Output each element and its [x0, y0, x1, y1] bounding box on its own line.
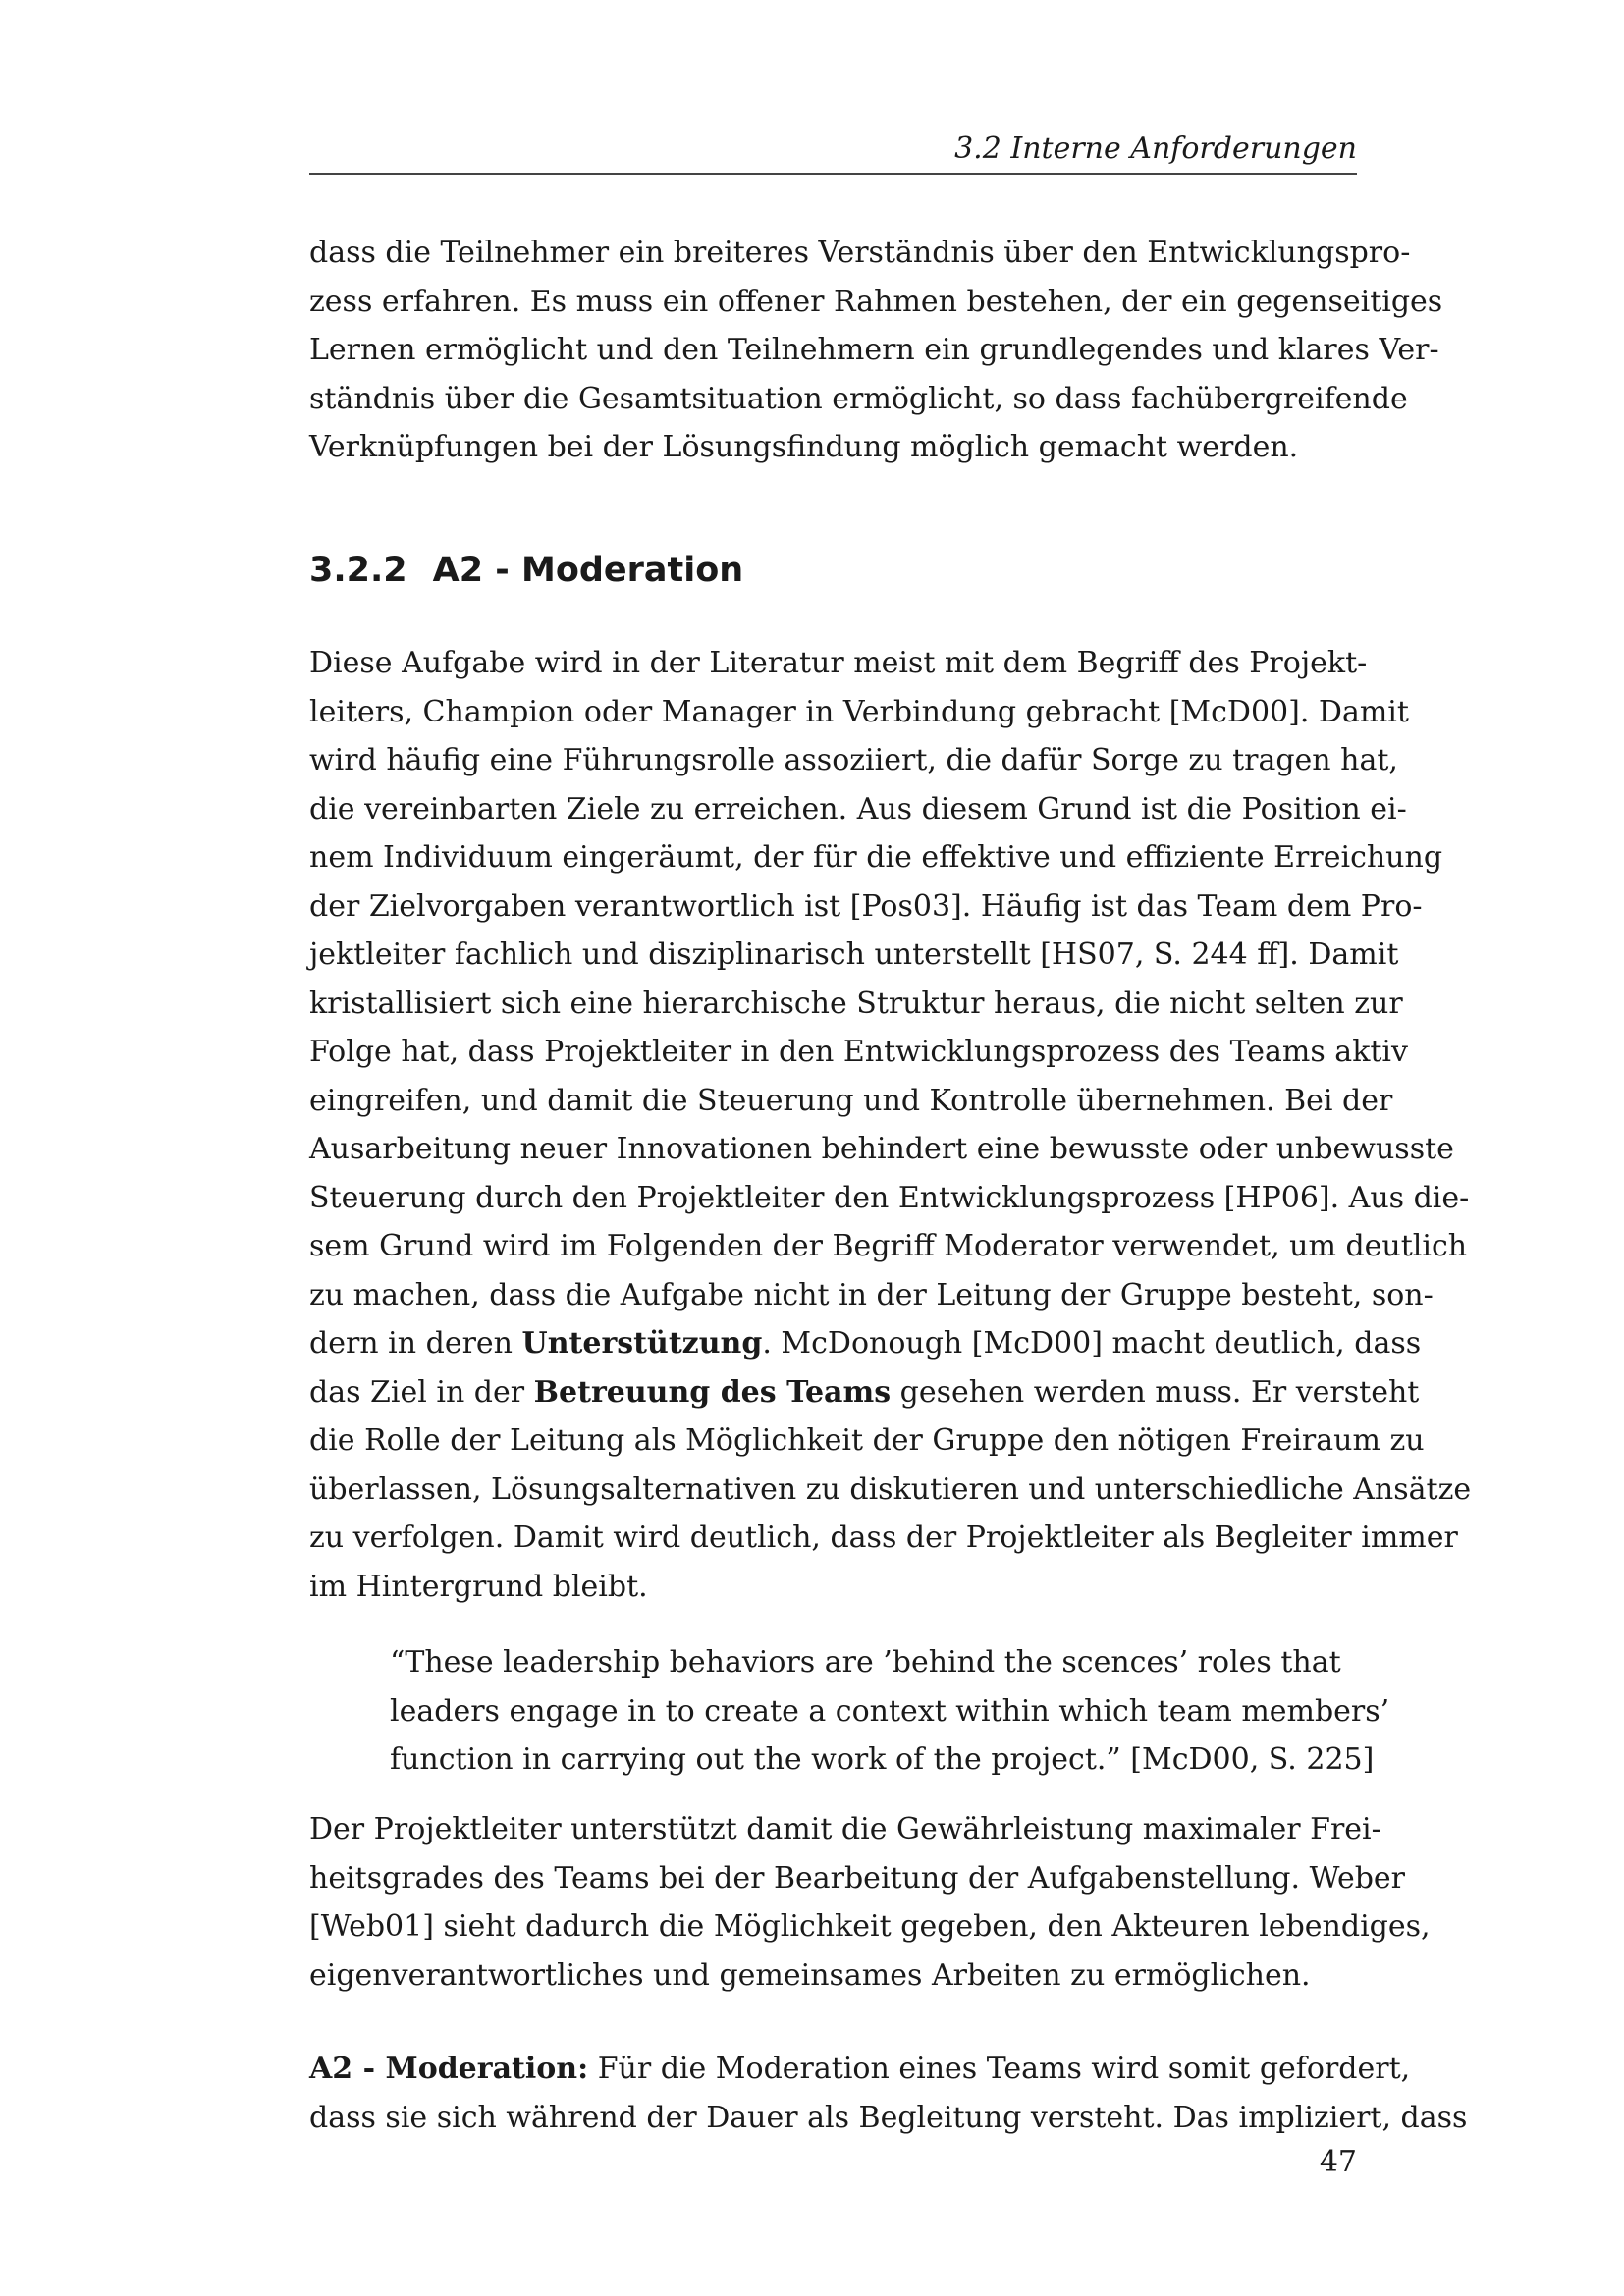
section-number: 3.2.2: [309, 551, 407, 590]
text-line: leiters, Champion oder Manager in Verbindung gebracht [McD00]. Damit: [309, 694, 1409, 729]
requirement-label: A2 - Moderation:: [309, 2052, 589, 2086]
text-line: die vereinbarten Ziele zu erreichen. Aus diesem Grund ist die Position ei-: [309, 791, 1407, 827]
header-rule: [309, 173, 1357, 175]
text-line: sem Grund wird im Folgenden der Begriff Moderator verwendet, um deutlich: [309, 1229, 1468, 1263]
text-line: zess erfahren. Es muss ein offener Rahmen bestehen, der ein gegenseitiges: [309, 284, 1443, 319]
emphasis-unterstuetzung: Unterstützung: [521, 1326, 763, 1361]
text-line: zu verfolgen. Damit wird deutlich, dass der Projektleiter als Begleiter immer: [309, 1521, 1458, 1555]
text-segment: . McDonough [McD00] macht deutlich, dass: [762, 1326, 1422, 1361]
paragraph-intro: [309, 229, 1443, 472]
paragraph-freedom: [309, 1805, 1431, 2000]
text-line: Steuerung durch den Projektleiter den Entwicklungsprozess [HP06]. Aus die-: [309, 1180, 1470, 1215]
quote-line: leaders engage in to create a context within which team members’: [390, 1693, 1390, 1729]
text-line: eigenverantwortliches und gemeinsames Arbeiten zu ermöglichen.: [309, 1957, 1311, 1993]
text-line-with-emphasis: [309, 1368, 1420, 1417]
quote-line: function in carrying out the work of the project.” [McD00, S. 225]: [390, 1742, 1375, 1777]
text-line-with-label: [309, 2045, 1411, 2094]
paragraph-requirement: [309, 2045, 1468, 2142]
page-number: 47: [1319, 2145, 1357, 2179]
text-line: jektleiter fachlich und disziplinarisch unterstellt [HS07, S. 244 ff]. Damit: [309, 937, 1399, 972]
text-line: Ausarbeitung neuer Innovationen behindert eine bewusste oder unbewusste: [309, 1132, 1454, 1166]
text-line: der Zielvorgaben verantwortlich ist [Pos03]. Häufig ist das Team dem Pro-: [309, 888, 1423, 924]
text-line: Lernen ermöglicht und den Teilnehmern ein grundlegendes und klares Ver-: [309, 333, 1439, 367]
text-line: nem Individuum eingeräumt, der für die effektive und effiziente Erreichung: [309, 840, 1443, 875]
text-line: kristallisiert sich eine hierarchische Struktur heraus, die nicht selten zur: [309, 986, 1403, 1021]
text-line: Folge hat, dass Projektleiter in den Entwicklungsprozess des Teams aktiv: [309, 1035, 1408, 1069]
text-line: Verknüpfungen bei der Lösungsfindung möglich gemacht werden.: [309, 430, 1299, 464]
text-segment: gesehen werden muss. Er versteht: [891, 1374, 1420, 1410]
text-line: dass die Teilnehmer ein breiteres Verständnis über den Entwicklungspro-: [309, 236, 1411, 270]
section-title: A2 - Moderation: [432, 551, 744, 590]
text-line: überlassen, Lösungsalternativen zu diskutieren und unterschiedliche Ansätze: [309, 1471, 1472, 1507]
section-heading: [309, 547, 743, 594]
text-segment: Für die Moderation eines Teams wird somit gefordert,: [588, 2052, 1411, 2086]
text-line: [Web01] sieht dadurch die Möglichkeit gegeben, den Akteuren lebendiges,: [309, 1909, 1431, 1944]
text-line: ständnis über die Gesamtsituation ermöglicht, so dass fachübergreifende: [309, 381, 1408, 416]
text-line: im Hintergrund bleibt.: [309, 1569, 648, 1604]
text-line-with-emphasis: [309, 1319, 1422, 1368]
text-line: heitsgrades des Teams bei der Bearbeitung der Aufgabenstellung. Weber: [309, 1860, 1406, 1896]
text-line: Diese Aufgabe wird in der Literatur meist mit dem Begriff des Projekt-: [309, 646, 1368, 680]
text-line: zu machen, dass die Aufgabe nicht in der Leitung der Gruppe besteht, son-: [309, 1277, 1434, 1312]
text-line: die Rolle der Leitung als Möglichkeit der Gruppe den nötigen Freiraum zu: [309, 1423, 1425, 1458]
text-line: wird häufig eine Führungsrolle assoziiert, die dafür Sorge zu tragen hat,: [309, 743, 1398, 777]
text-segment: dern in deren: [309, 1326, 522, 1361]
text-line: dass sie sich während der Dauer als Begleitung versteht. Das impliziert, dass: [309, 2100, 1468, 2135]
running-header-title: 3.2 Interne Anforderungen: [954, 132, 1357, 166]
quote-line: “These leadership behaviors are ’behind the scences’ roles that: [390, 1645, 1341, 1680]
text-segment: das Ziel in der: [309, 1374, 534, 1410]
text-line: eingreifen, und damit die Steuerung und Kontrolle übernehmen. Bei der: [309, 1083, 1393, 1118]
emphasis-betreuung-des-teams: Betreuung des Teams: [533, 1374, 892, 1410]
block-quote: [390, 1638, 1390, 1785]
paragraph-moderation: [309, 639, 1472, 1611]
text-line: Der Projektleiter unterstützt damit die Gewährleistung maximaler Frei-: [309, 1812, 1381, 1846]
